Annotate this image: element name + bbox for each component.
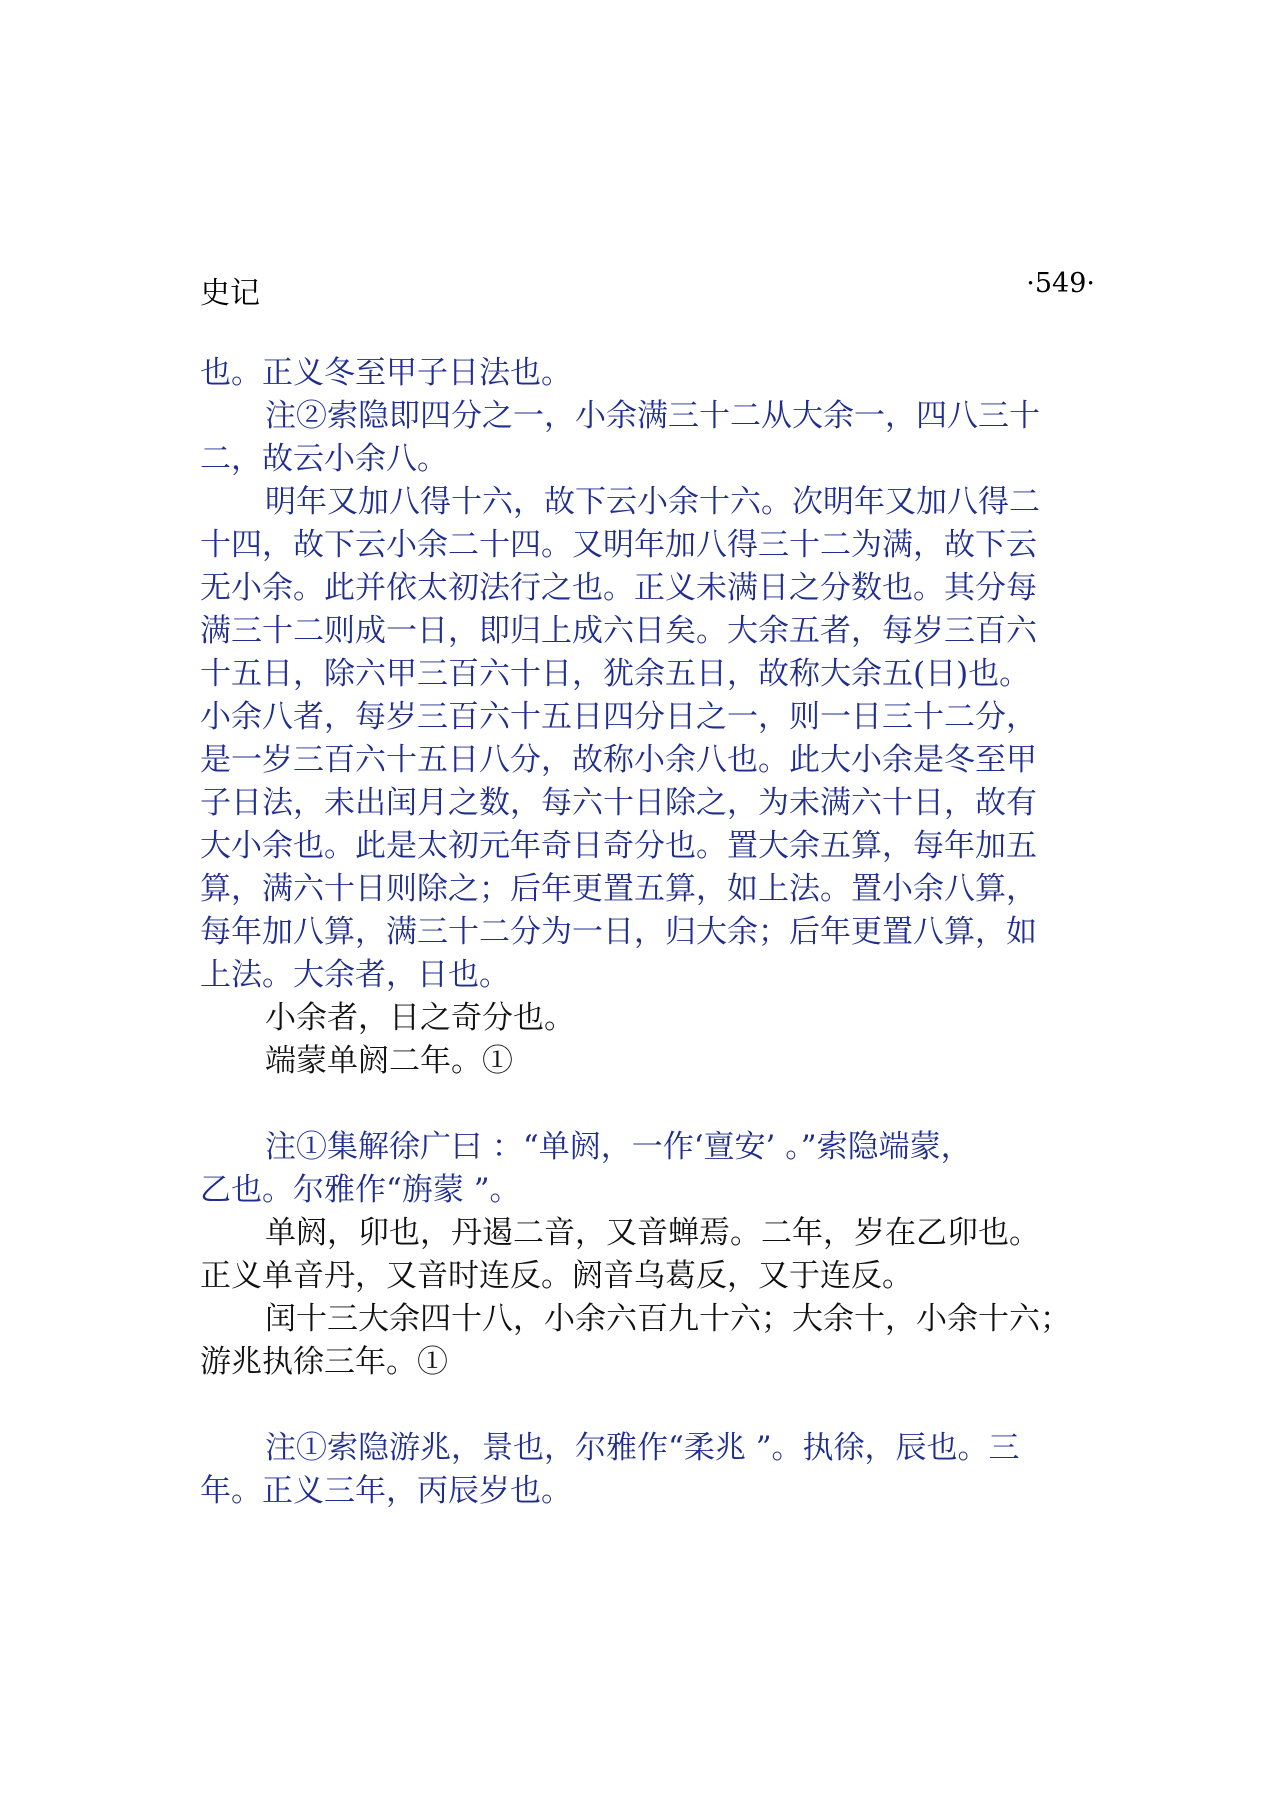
text-line: 十四，故下云小余二十四。又明年加八得三十二为满，故下云 xyxy=(200,527,1037,563)
text-line: 注①集解徐广曰 ：“单阏，一作‘亶安’ 。”索隐端蒙， xyxy=(265,1129,972,1165)
blank-line xyxy=(200,1083,1100,1126)
text-line: 注②索隐即四分之一，小余满三十二从大余一，四八三十 xyxy=(265,398,1040,434)
page-header xyxy=(200,268,1095,312)
text-line: 十五日，除六甲三百六十日，犹余五日，故称大余五(日)也。 xyxy=(200,656,1031,692)
text-line: 二，故云小余八。 xyxy=(200,441,448,477)
text-line: 满三十二则成一日，即归上成六日矣。大余五者，每岁三百六 xyxy=(200,613,1037,649)
text-line: 乙也。尔雅作“旃蒙 ”。 xyxy=(200,1172,521,1208)
text-line: 小余八者，每岁三百六十五日四分日之一，则一日三十二分， xyxy=(200,699,1037,735)
text-line: 单阏，卯也，丹遏二音，又音蝉焉。二年，岁在乙卯也。 xyxy=(265,1215,1040,1251)
text-line: 上法。大余者，日也。 xyxy=(200,957,510,993)
text-line: 无小余。此并依太初法行之也。正义未满日之分数也。其分每 xyxy=(200,570,1037,606)
text-line: 年。正义三年，丙辰岁也。 xyxy=(200,1473,572,1509)
blank-line xyxy=(200,1384,1100,1427)
book-title: 史记 xyxy=(200,276,260,311)
text-line: 注①索隐游兆，景也，尔雅作“柔兆 ”。执徐，辰也。三 xyxy=(265,1430,1020,1466)
text-line: 每年加八算，满三十二分为一日，归大余；后年更置八算，如 xyxy=(200,914,1037,950)
text-line: 小余者，日之奇分也。 xyxy=(265,1000,575,1036)
text-line: 闰十三大余四十八，小余六百九十六；大余十，小余十六； xyxy=(265,1301,1071,1337)
text-line: 端蒙单阏二年。① xyxy=(265,1043,513,1079)
text-line: 算，满六十日则除之；后年更置五算，如上法。置小余八算， xyxy=(200,871,1037,907)
text-line: 游兆执徐三年。① xyxy=(200,1344,448,1380)
text-line: 大小余也。此是太初元年奇日奇分也。置大余五算，每年加五 xyxy=(200,828,1037,864)
text-line: 是一岁三百六十五日八分，故称小余八也。此大小余是冬至甲 xyxy=(200,742,1037,778)
page-number: ·549· xyxy=(1026,268,1095,299)
text-line: 正义单音丹，又音时连反。阏音乌葛反，又于连反。 xyxy=(200,1258,913,1294)
text-line: 也。正义冬至甲子日法也。 xyxy=(200,355,572,391)
text-line: 明年又加八得十六，故下云小余十六。次明年又加八得二 xyxy=(265,484,1040,520)
text-body xyxy=(200,352,1100,1513)
text-line: 子日法，未出闰月之数，每六十日除之，为未满六十日，故有 xyxy=(200,785,1037,821)
